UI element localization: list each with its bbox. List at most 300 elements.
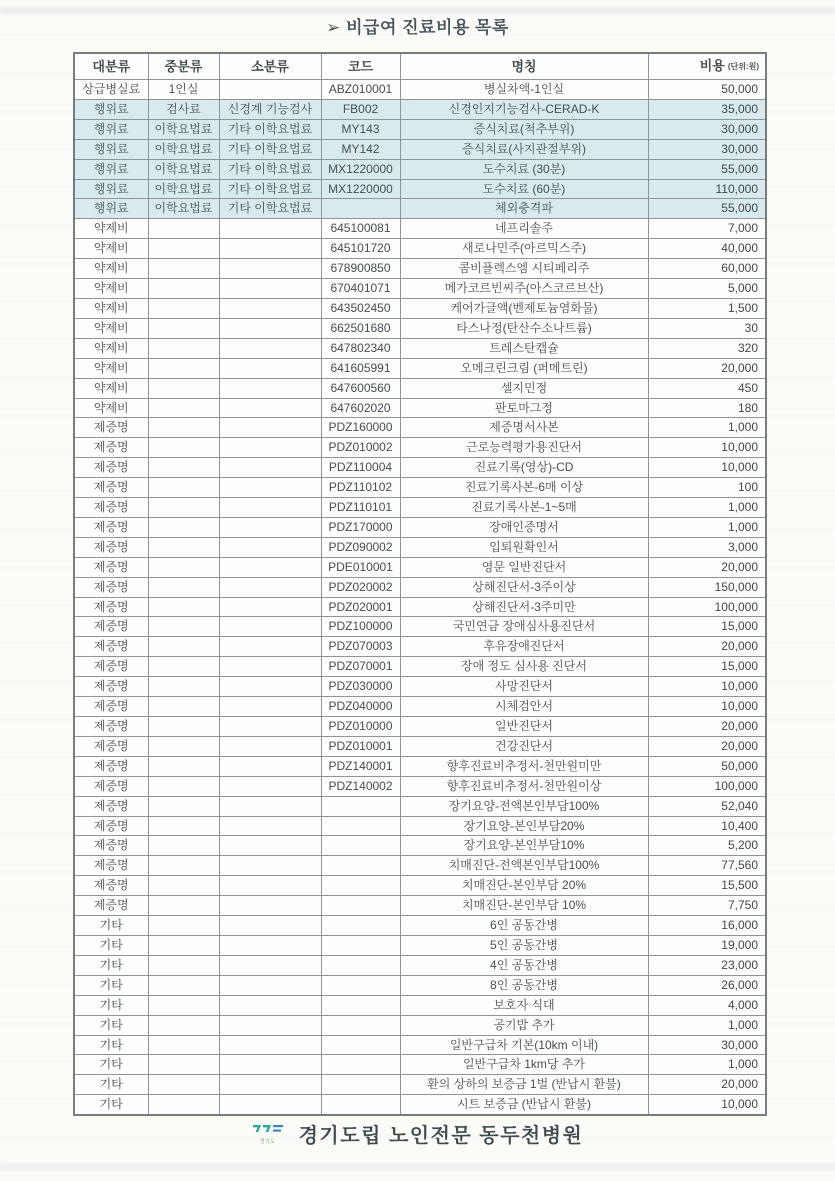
cell-code: ABZ010001: [321, 80, 400, 100]
cell-code: PDZ110004: [321, 458, 400, 478]
cell-category: 제증명: [74, 498, 148, 518]
cell-mid-category: [148, 617, 219, 637]
table-row: [74, 975, 766, 995]
cell-sub-category: [219, 80, 321, 100]
cell-item-name: 일반구급차 기본(10km 이내): [400, 1035, 648, 1055]
cell-code: [321, 796, 400, 816]
table-row: [74, 298, 766, 318]
cell-category: 기타: [74, 935, 148, 955]
cell-mid-category: 이학요법료: [148, 119, 219, 139]
table-row: [74, 597, 766, 617]
cell-mid-category: [148, 776, 219, 796]
cell-sub-category: 기타 이학요법료: [219, 159, 321, 179]
cell-category: 약제비: [74, 279, 148, 299]
header-price-label: 비용: [699, 58, 725, 73]
cell-mid-category: [148, 816, 219, 836]
cell-category: 제증명: [74, 896, 148, 916]
cell-item-name: 향후진료비추정서-천만원미만: [400, 756, 648, 776]
header-code: 코드: [321, 53, 400, 80]
cell-sub-category: [219, 816, 321, 836]
cell-item-name: 셀지민정: [400, 378, 648, 398]
cell-sub-category: [219, 298, 321, 318]
cell-item-name: 트레스탄캡슐: [400, 338, 648, 358]
cell-category: 제증명: [74, 418, 148, 438]
table-row: [74, 916, 766, 936]
cell-code: 645100081: [321, 219, 400, 239]
cell-sub-category: [219, 995, 321, 1015]
cell-item-name: 시체검안서: [400, 697, 648, 717]
cell-category: 약제비: [74, 259, 148, 279]
page-footer: [0, 1119, 835, 1148]
cell-category: 기타: [74, 1015, 148, 1035]
cell-item-name: 4인 공동간병: [400, 955, 648, 975]
cell-mid-category: [148, 279, 219, 299]
cell-category: 제증명: [74, 677, 148, 697]
cell-code: 662501680: [321, 318, 400, 338]
fee-table-body: [74, 80, 766, 1116]
table-row: [74, 736, 766, 756]
cell-category: 약제비: [74, 219, 148, 239]
header-price-unit: (단위:원): [727, 62, 759, 71]
header-row: [74, 53, 766, 80]
cell-item-name: 도수치료 (60분): [400, 179, 648, 199]
table-row: [74, 478, 766, 498]
cell-sub-category: 기타 이학요법료: [219, 119, 321, 139]
cell-sub-category: [219, 935, 321, 955]
cell-category: 제증명: [74, 657, 148, 677]
cell-price: 20,000: [648, 358, 766, 378]
cell-price: 10,000: [648, 1095, 766, 1115]
cell-category: 제증명: [74, 577, 148, 597]
cell-item-name: 체외충격파: [400, 199, 648, 219]
cell-sub-category: [219, 597, 321, 617]
cell-price: 10,000: [648, 697, 766, 717]
cell-code: 641605991: [321, 358, 400, 378]
cell-price: 77,560: [648, 856, 766, 876]
table-row: [74, 756, 766, 776]
cell-code: 645101720: [321, 239, 400, 259]
header-category: 대분류: [74, 53, 148, 80]
cell-sub-category: [219, 876, 321, 896]
cell-mid-category: [148, 1075, 219, 1095]
table-row: [74, 657, 766, 677]
table-row: [74, 816, 766, 836]
cell-item-name: 새로나민주(아르믹스주): [400, 239, 648, 259]
cell-sub-category: [219, 378, 321, 398]
cell-price: 1,000: [648, 1015, 766, 1035]
cell-item-name: 콤비플렉스엠 시티페리주: [400, 259, 648, 279]
cell-sub-category: [219, 637, 321, 657]
cell-category: 제증명: [74, 597, 148, 617]
table-row: [74, 836, 766, 856]
cell-sub-category: [219, 896, 321, 916]
cell-mid-category: [148, 557, 219, 577]
cell-mid-category: [148, 458, 219, 478]
scan-streak-bottom: [0, 1163, 835, 1171]
cell-category: 약제비: [74, 298, 148, 318]
cell-code: PDZ030000: [321, 677, 400, 697]
cell-sub-category: [219, 279, 321, 299]
table-row: [74, 219, 766, 239]
cell-price: 4,000: [648, 995, 766, 1015]
cell-code: PDZ110101: [321, 498, 400, 518]
cell-sub-category: [219, 458, 321, 478]
cell-category: 약제비: [74, 338, 148, 358]
cell-mid-category: [148, 577, 219, 597]
cell-price: 16,000: [648, 916, 766, 936]
cell-mid-category: [148, 438, 219, 458]
cell-price: 1,000: [648, 498, 766, 518]
cell-mid-category: [148, 935, 219, 955]
cell-item-name: 환의 상하의 보증금 1벌 (반납시 환불): [400, 1075, 648, 1095]
cell-sub-category: [219, 478, 321, 498]
cell-mid-category: [148, 1015, 219, 1035]
table-row: [74, 119, 766, 139]
table-row: [74, 279, 766, 299]
cell-code: PDZ140002: [321, 776, 400, 796]
cell-item-name: 장기요양-본인부담20%: [400, 816, 648, 836]
cell-code: [321, 876, 400, 896]
cell-item-name: 판토마그정: [400, 398, 648, 418]
cell-category: 제증명: [74, 736, 148, 756]
cell-code: [321, 1055, 400, 1075]
cell-mid-category: [148, 697, 219, 717]
cell-mid-category: 검사료: [148, 99, 219, 119]
cell-code: [321, 856, 400, 876]
fee-table: [73, 52, 767, 1116]
cell-sub-category: 기타 이학요법료: [219, 179, 321, 199]
cell-category: 약제비: [74, 318, 148, 338]
cell-item-name: 진료기록사본-6매 이상: [400, 478, 648, 498]
cell-sub-category: [219, 796, 321, 816]
cell-category: 기타: [74, 1035, 148, 1055]
cell-mid-category: 이학요법료: [148, 159, 219, 179]
cell-price: 20,000: [648, 637, 766, 657]
cell-price: 19,000: [648, 935, 766, 955]
cell-sub-category: [219, 517, 321, 537]
cell-code: PDZ160000: [321, 418, 400, 438]
cell-item-name: 상해진단서-3주이상: [400, 577, 648, 597]
cell-mid-category: [148, 995, 219, 1015]
cell-mid-category: [148, 637, 219, 657]
cell-price: 100,000: [648, 597, 766, 617]
cell-item-name: 입퇴원확인서: [400, 537, 648, 557]
cell-code: PDZ010002: [321, 438, 400, 458]
cell-sub-category: [219, 577, 321, 597]
cell-price: 150,000: [648, 577, 766, 597]
cell-sub-category: [219, 557, 321, 577]
table-row: [74, 517, 766, 537]
cell-category: 제증명: [74, 617, 148, 637]
cell-code: [321, 1035, 400, 1055]
cell-sub-category: [219, 338, 321, 358]
cell-price: 7,750: [648, 896, 766, 916]
cell-price: 3,000: [648, 537, 766, 557]
cell-price: 100,000: [648, 776, 766, 796]
cell-code: [321, 1095, 400, 1115]
table-row: [74, 1095, 766, 1115]
table-row: [74, 199, 766, 219]
cell-mid-category: [148, 736, 219, 756]
cell-price: 30,000: [648, 1035, 766, 1055]
gyeonggi-logo-caption: 경기도: [259, 1138, 276, 1145]
cell-category: 제증명: [74, 776, 148, 796]
cell-price: 55,000: [648, 199, 766, 219]
table-row: [74, 438, 766, 458]
cell-code: PDZ020001: [321, 597, 400, 617]
cell-item-name: 영문 일반진단서: [400, 557, 648, 577]
cell-code: [321, 916, 400, 936]
cell-code: [321, 836, 400, 856]
header-mid-category: 중분류: [148, 53, 219, 80]
cell-mid-category: [148, 657, 219, 677]
table-row: [74, 577, 766, 597]
cell-price: 180: [648, 398, 766, 418]
cell-category: 약제비: [74, 239, 148, 259]
cell-item-name: 보호자 식대: [400, 995, 648, 1015]
cell-code: PDZ070003: [321, 637, 400, 657]
cell-code: PDZ010000: [321, 717, 400, 737]
page-title: ➢ 비급여 진료비용 목록: [326, 18, 509, 37]
cell-price: 1,500: [648, 298, 766, 318]
header-sub-category: 소분류: [219, 53, 321, 80]
cell-price: 15,500: [648, 876, 766, 896]
cell-mid-category: [148, 677, 219, 697]
cell-code: PDZ010001: [321, 736, 400, 756]
cell-price: 20,000: [648, 557, 766, 577]
table-row: [74, 776, 766, 796]
cell-code: [321, 995, 400, 1015]
cell-sub-category: [219, 1075, 321, 1095]
cell-mid-category: [148, 876, 219, 896]
cell-price: 35,000: [648, 99, 766, 119]
cell-category: 기타: [74, 1075, 148, 1095]
cell-item-name: 후유장애진단서: [400, 637, 648, 657]
table-row: [74, 378, 766, 398]
cell-sub-category: [219, 836, 321, 856]
cell-item-name: 근로능력평가용진단서: [400, 438, 648, 458]
cell-mid-category: [148, 338, 219, 358]
table-row: [74, 159, 766, 179]
cell-item-name: 건강진단서: [400, 736, 648, 756]
cell-item-name: 케어가글액(벤제토늄염화물): [400, 298, 648, 318]
cell-price: 10,000: [648, 677, 766, 697]
cell-mid-category: [148, 896, 219, 916]
cell-sub-category: 기타 이학요법료: [219, 139, 321, 159]
cell-item-name: 타스나정(탄산수소나트륨): [400, 318, 648, 338]
cell-price: 10,000: [648, 458, 766, 478]
cell-category: 기타: [74, 975, 148, 995]
cell-code: MY142: [321, 139, 400, 159]
cell-mid-category: [148, 856, 219, 876]
cell-item-name: 네프리솔주: [400, 219, 648, 239]
table-row: [74, 935, 766, 955]
cell-category: 행위료: [74, 199, 148, 219]
cell-code: MX1220000: [321, 179, 400, 199]
cell-item-name: 증식치료(사지관절부위): [400, 139, 648, 159]
cell-category: 제증명: [74, 717, 148, 737]
cell-price: 50,000: [648, 80, 766, 100]
cell-item-name: 향후진료비추정서-천만원이상: [400, 776, 648, 796]
cell-price: 23,000: [648, 955, 766, 975]
cell-code: [321, 935, 400, 955]
cell-mid-category: 1인실: [148, 80, 219, 100]
cell-code: MY143: [321, 119, 400, 139]
cell-sub-category: 신경계 기능검사: [219, 99, 321, 119]
cell-item-name: 신경인지기능검사-CERAD-K: [400, 99, 648, 119]
cell-category: 제증명: [74, 836, 148, 856]
cell-category: 행위료: [74, 159, 148, 179]
cell-code: PDZ040000: [321, 697, 400, 717]
cell-sub-category: [219, 498, 321, 518]
cell-sub-category: [219, 736, 321, 756]
cell-code: PDZ170000: [321, 517, 400, 537]
cell-sub-category: [219, 756, 321, 776]
table-row: [74, 557, 766, 577]
cell-code: [321, 199, 400, 219]
cell-item-name: 장기요양-전액본인부담100%: [400, 796, 648, 816]
cell-item-name: 일반구급차 1km당 추가: [400, 1055, 648, 1075]
cell-price: 1,000: [648, 517, 766, 537]
cell-mid-category: 이학요법료: [148, 179, 219, 199]
cell-item-name: 5인 공동간병: [400, 935, 648, 955]
cell-mid-category: [148, 836, 219, 856]
table-row: [74, 677, 766, 697]
cell-category: 제증명: [74, 756, 148, 776]
cell-item-name: 메가코르빈씨주(아스코르브산): [400, 279, 648, 299]
cell-mid-category: [148, 1055, 219, 1075]
cell-mid-category: [148, 1035, 219, 1055]
cell-code: [321, 975, 400, 995]
cell-code: 678900850: [321, 259, 400, 279]
table-row: [74, 995, 766, 1015]
cell-category: 기타: [74, 995, 148, 1015]
table-row: [74, 259, 766, 279]
cell-sub-category: [219, 418, 321, 438]
cell-sub-category: [219, 856, 321, 876]
cell-code: [321, 816, 400, 836]
cell-price: 450: [648, 378, 766, 398]
cell-category: 기타: [74, 955, 148, 975]
cell-category: 약제비: [74, 398, 148, 418]
cell-category: 제증명: [74, 856, 148, 876]
table-row: [74, 458, 766, 478]
table-row: [74, 318, 766, 338]
table-row: [74, 418, 766, 438]
cell-code: PDE010001: [321, 557, 400, 577]
table-row: [74, 1015, 766, 1035]
cell-sub-category: [219, 1095, 321, 1115]
cell-price: 7,000: [648, 219, 766, 239]
cell-sub-category: [219, 537, 321, 557]
cell-category: 상급병실료: [74, 80, 148, 100]
cell-sub-category: [219, 1035, 321, 1055]
table-row: [74, 697, 766, 717]
cell-mid-category: [148, 916, 219, 936]
table-row: [74, 955, 766, 975]
cell-item-name: 국민연금 장애심사용진단서: [400, 617, 648, 637]
cell-sub-category: [219, 259, 321, 279]
table-row: [74, 1035, 766, 1055]
cell-sub-category: [219, 916, 321, 936]
cell-code: 643502450: [321, 298, 400, 318]
cell-item-name: 치매진단-전액본인부담100%: [400, 856, 648, 876]
table-row: [74, 179, 766, 199]
cell-category: 행위료: [74, 119, 148, 139]
cell-price: 60,000: [648, 259, 766, 279]
cell-mid-category: [148, 498, 219, 518]
table-row: [74, 1055, 766, 1075]
cell-price: 30,000: [648, 139, 766, 159]
fee-table-header: [74, 53, 766, 80]
table-row: [74, 498, 766, 518]
cell-price: 26,000: [648, 975, 766, 995]
cell-code: PDZ070001: [321, 657, 400, 677]
cell-code: PDZ100000: [321, 617, 400, 637]
cell-mid-category: [148, 378, 219, 398]
cell-mid-category: [148, 1095, 219, 1115]
header-price: [648, 53, 766, 80]
table-row: [74, 239, 766, 259]
cell-category: 제증명: [74, 876, 148, 896]
cell-item-name: 장애인증명서: [400, 517, 648, 537]
cell-sub-category: [219, 438, 321, 458]
cell-category: 약제비: [74, 378, 148, 398]
cell-category: 제증명: [74, 458, 148, 478]
cell-sub-category: [219, 975, 321, 995]
cell-price: 15,000: [648, 657, 766, 677]
table-row: [74, 856, 766, 876]
table-row: [74, 338, 766, 358]
cell-mid-category: [148, 478, 219, 498]
cell-mid-category: [148, 318, 219, 338]
cell-code: PDZ110102: [321, 478, 400, 498]
cell-item-name: 시트 보증금 (반납시 환불): [400, 1095, 648, 1115]
cell-item-name: 장기요양-본인부담10%: [400, 836, 648, 856]
cell-item-name: 장애 정도 심사용 진단서: [400, 657, 648, 677]
table-row: [74, 876, 766, 896]
cell-category: 제증명: [74, 796, 148, 816]
cell-price: 10,400: [648, 816, 766, 836]
cell-sub-category: [219, 677, 321, 697]
hospital-name: 경기도립 노인전문 동두천병원: [298, 1125, 584, 1147]
table-row: [74, 617, 766, 637]
cell-price: 1,000: [648, 1055, 766, 1075]
cell-mid-category: 이학요법료: [148, 139, 219, 159]
cell-mid-category: [148, 358, 219, 378]
cell-sub-category: [219, 398, 321, 418]
table-row: [74, 717, 766, 737]
cell-mid-category: [148, 398, 219, 418]
cell-mid-category: [148, 537, 219, 557]
cell-category: 기타: [74, 916, 148, 936]
cell-mid-category: [148, 298, 219, 318]
cell-category: 제증명: [74, 478, 148, 498]
cell-item-name: 치매진단-본인부담 10%: [400, 896, 648, 916]
cell-sub-category: [219, 219, 321, 239]
cell-mid-category: [148, 597, 219, 617]
cell-mid-category: [148, 717, 219, 737]
cell-category: 약제비: [74, 358, 148, 378]
cell-code: [321, 955, 400, 975]
cell-price: 40,000: [648, 239, 766, 259]
cell-mid-category: [148, 955, 219, 975]
cell-code: PDZ140001: [321, 756, 400, 776]
cell-code: FB002: [321, 99, 400, 119]
cell-item-name: 병실차액-1인실: [400, 80, 648, 100]
cell-price: 110,000: [648, 179, 766, 199]
cell-category: 제증명: [74, 557, 148, 577]
